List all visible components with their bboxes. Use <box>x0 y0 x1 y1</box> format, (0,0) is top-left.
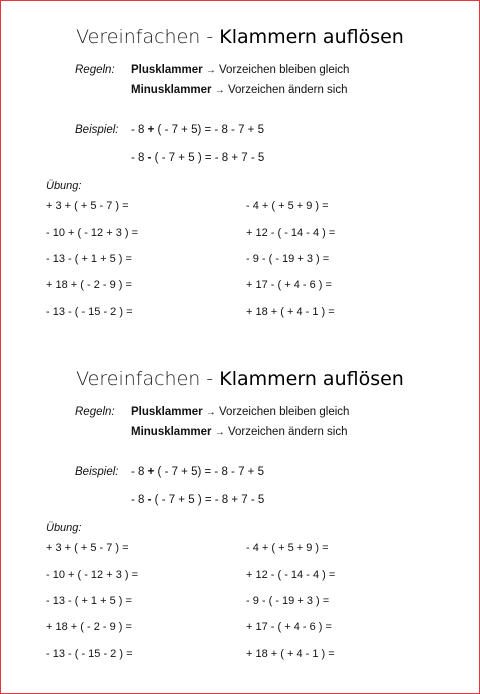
title-part-2: Klammern auflösen <box>219 26 404 48</box>
example-label: Beispiel: <box>75 124 119 136</box>
title-part-1: Vereinfachen <box>76 26 201 48</box>
arrow-icon: → <box>205 407 216 418</box>
exercise-left: - 13 - ( - 15 - 2 ) = <box>46 306 133 318</box>
exercise-left: + 18 + ( - 2 - 9 ) = <box>46 621 132 633</box>
rule-minus-term: Minusklammer <box>131 426 212 438</box>
exercise-right: - 4 + ( + 5 + 9 ) = <box>246 542 329 554</box>
exercise-left: - 13 - ( + 1 + 5 ) = <box>46 253 132 265</box>
example-plus-start: - 8 <box>131 124 145 136</box>
title-part-2: Klammern auflösen <box>219 368 404 390</box>
rule-plus-text: Vorzeichen bleiben gleich <box>219 406 350 418</box>
example-minus-start: - 8 <box>131 494 145 506</box>
exercise-left: - 13 - ( + 1 + 5 ) = <box>46 595 132 607</box>
rules-label: Regeln: <box>75 64 115 76</box>
exercise-label: Übung: <box>46 522 82 534</box>
rules-label: Regeln: <box>75 406 115 418</box>
exercise-right: + 12 - ( - 14 - 4 ) = <box>246 569 336 581</box>
rule-plus <box>131 406 349 418</box>
worksheet-title <box>0 26 480 48</box>
title-part-1: Vereinfachen <box>76 368 201 390</box>
example-minus-rest: ( - 7 + 5 ) = - 8 + 7 - 5 <box>154 152 265 164</box>
exercise-left: + 3 + ( + 5 - 7 ) = <box>46 542 129 554</box>
example-minus <box>131 494 264 506</box>
rule-minus <box>131 426 348 438</box>
exercise-right: + 12 - ( - 14 - 4 ) = <box>246 227 336 239</box>
exercise-right: + 17 - ( + 4 - 6 ) = <box>246 621 332 633</box>
exercise-left: - 13 - ( - 15 - 2 ) = <box>46 648 133 660</box>
rule-plus-term: Plusklammer <box>131 64 203 76</box>
example-plus <box>131 466 264 478</box>
example-plus-rest: ( - 7 + 5) = - 8 - 7 + 5 <box>157 466 264 478</box>
example-plus-start: - 8 <box>131 466 145 478</box>
arrow-icon: → <box>214 427 225 438</box>
example-minus-start: - 8 <box>131 152 145 164</box>
example-label: Beispiel: <box>75 466 119 478</box>
rule-minus-term: Minusklammer <box>131 84 212 96</box>
exercise-left: - 10 + ( - 12 + 3 ) = <box>46 569 139 581</box>
example-minus <box>131 152 264 164</box>
example-minus-rest: ( - 7 + 5 ) = - 8 + 7 - 5 <box>154 494 265 506</box>
rule-minus-text: Vorzeichen ändern sich <box>227 84 348 96</box>
exercise-left: - 10 + ( - 12 + 3 ) = <box>46 227 139 239</box>
worksheet-1 <box>0 0 480 345</box>
exercise-label: Übung: <box>46 180 82 192</box>
exercise-left: + 18 + ( - 2 - 9 ) = <box>46 279 132 291</box>
example-minus-operator: - <box>147 152 152 164</box>
exercise-left: + 3 + ( + 5 - 7 ) = <box>46 200 129 212</box>
exercise-right: - 9 - ( - 19 + 3 ) = <box>246 595 330 607</box>
worksheet-2 <box>0 342 480 687</box>
exercise-right: + 18 + ( + 4 - 1 ) = <box>246 306 335 318</box>
title-dash: - <box>206 26 214 48</box>
rule-minus-text: Vorzeichen ändern sich <box>227 426 348 438</box>
exercise-right: + 18 + ( + 4 - 1 ) = <box>246 648 335 660</box>
example-minus-operator: - <box>147 494 152 506</box>
arrow-icon: → <box>214 85 225 96</box>
rule-minus <box>131 84 348 96</box>
rule-plus-text: Vorzeichen bleiben gleich <box>219 64 350 76</box>
exercise-right: + 17 - ( + 4 - 6 ) = <box>246 279 332 291</box>
exercise-right: - 4 + ( + 5 + 9 ) = <box>246 200 329 212</box>
rule-plus-term: Plusklammer <box>131 406 203 418</box>
arrow-icon: → <box>205 65 216 76</box>
example-plus-operator: + <box>147 466 155 478</box>
title-dash: - <box>206 368 214 390</box>
exercise-right: - 9 - ( - 19 + 3 ) = <box>246 253 330 265</box>
worksheet-title <box>0 368 480 390</box>
example-plus <box>131 124 264 136</box>
rule-plus <box>131 64 349 76</box>
example-plus-rest: ( - 7 + 5) = - 8 - 7 + 5 <box>157 124 264 136</box>
example-plus-operator: + <box>147 124 155 136</box>
